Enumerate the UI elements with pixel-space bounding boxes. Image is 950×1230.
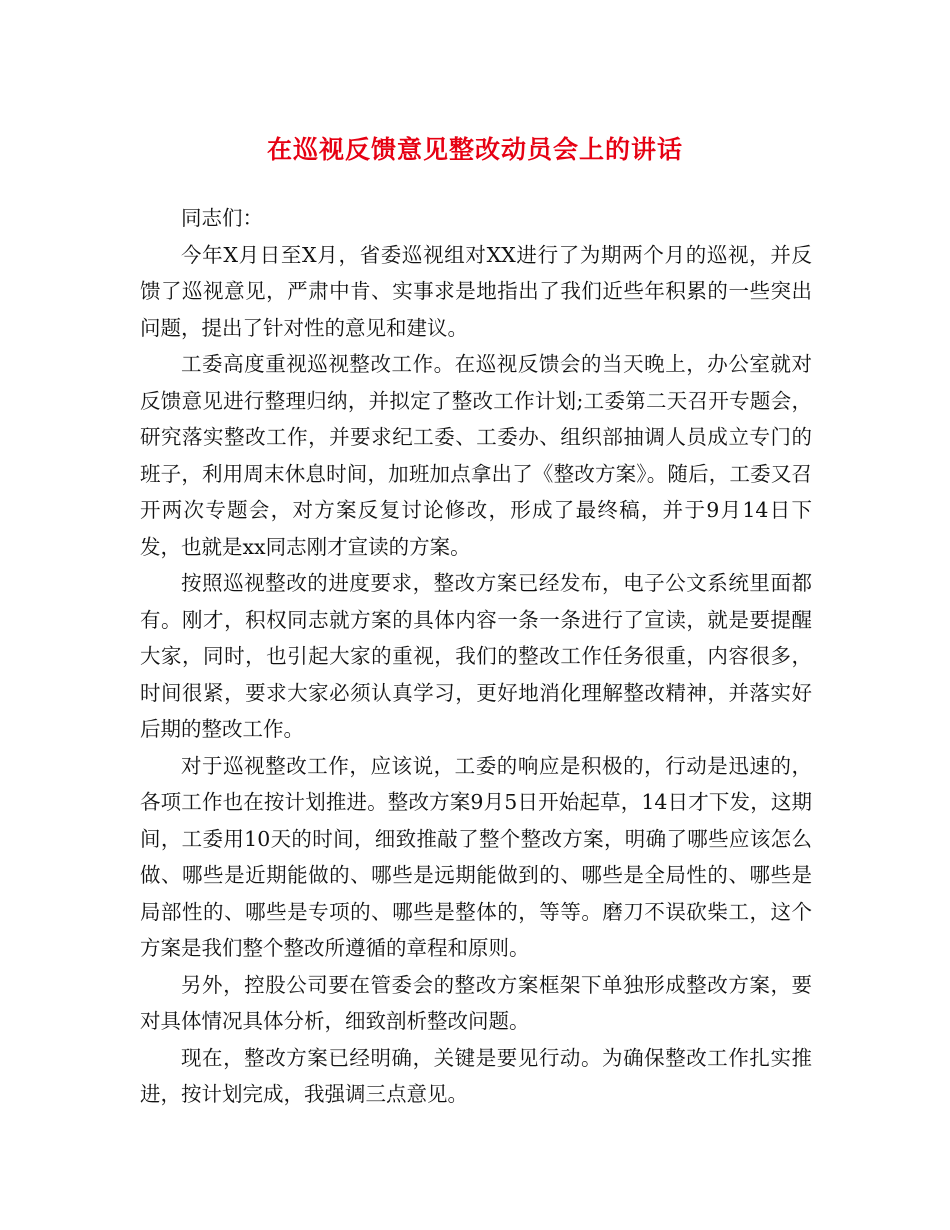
document-body bbox=[140, 200, 812, 1113]
paragraph-3: 按照巡视整改的进度要求，整改方案已经发布，电子公文系统里面都有。刚才，积权同志就方案的具体内容一条一条进行了宣读，就是要提醒大家，同时，也引起大家的重视，我们的整改工作任务很重，内容很多，时间很紧，要求大家必须认真学习，更好地消化理解整改精神，并落实好后期的整改工作。 bbox=[140, 571, 812, 741]
paragraph-4: 对于巡视整改工作，应该说，工委的响应是积极的，行动是迅速的，各项工作也在按计划推进。整改方案9月5日开始起草，14日才下发，这期间，工委用10天的时间，细致推敲了整个整改方案，明确了哪些应该怎么做、哪些是近期能做的、哪些是远期能做到的、哪些是全局性的、哪些是局部性的、哪些是专项的、哪些是整体的，等等。磨刀不误砍柴工，这个方案是我们整个整改所遵循的章程和原则。 bbox=[140, 753, 812, 960]
paragraph-1: 今年X月日至X月，省委巡视组对XX进行了为期两个月的巡视，并反馈了巡视意见，严肃中肯、实事求是地指出了我们近些年积累的一些突出问题，提出了针对性的意见和建议。 bbox=[140, 242, 812, 340]
paragraph-5: 另外，控股公司要在管委会的整改方案框架下单独形成整改方案，要对具体情况具体分析，细致剖析整改问题。 bbox=[140, 972, 812, 1033]
paragraph-6: 现在，整改方案已经明确，关键是要见行动。为确保整改工作扎实推进，按计划完成，我强调三点意见。 bbox=[140, 1045, 812, 1106]
document-title: 在巡视反馈意见整改动员会上的讲话 bbox=[266, 135, 683, 164]
salutation: 同志们： bbox=[181, 206, 263, 230]
paragraph-2: 工委高度重视巡视整改工作。在巡视反馈会的当天晚上，办公室就对反馈意见进行整理归纳，并拟定了整改工作计划;工委第二天召开专题会，研究落实整改工作，并要求纪工委、工委办、组织部抽调人员成立专门的班子，利用周末休息时间，加班加点拿出了《整改方案》。随后，工委又召开两次专题会，对方案反复讨论修改，形成了最终稿，并于9月14日下发，也就是xx同志刚才宣读的方案。 bbox=[140, 352, 812, 559]
